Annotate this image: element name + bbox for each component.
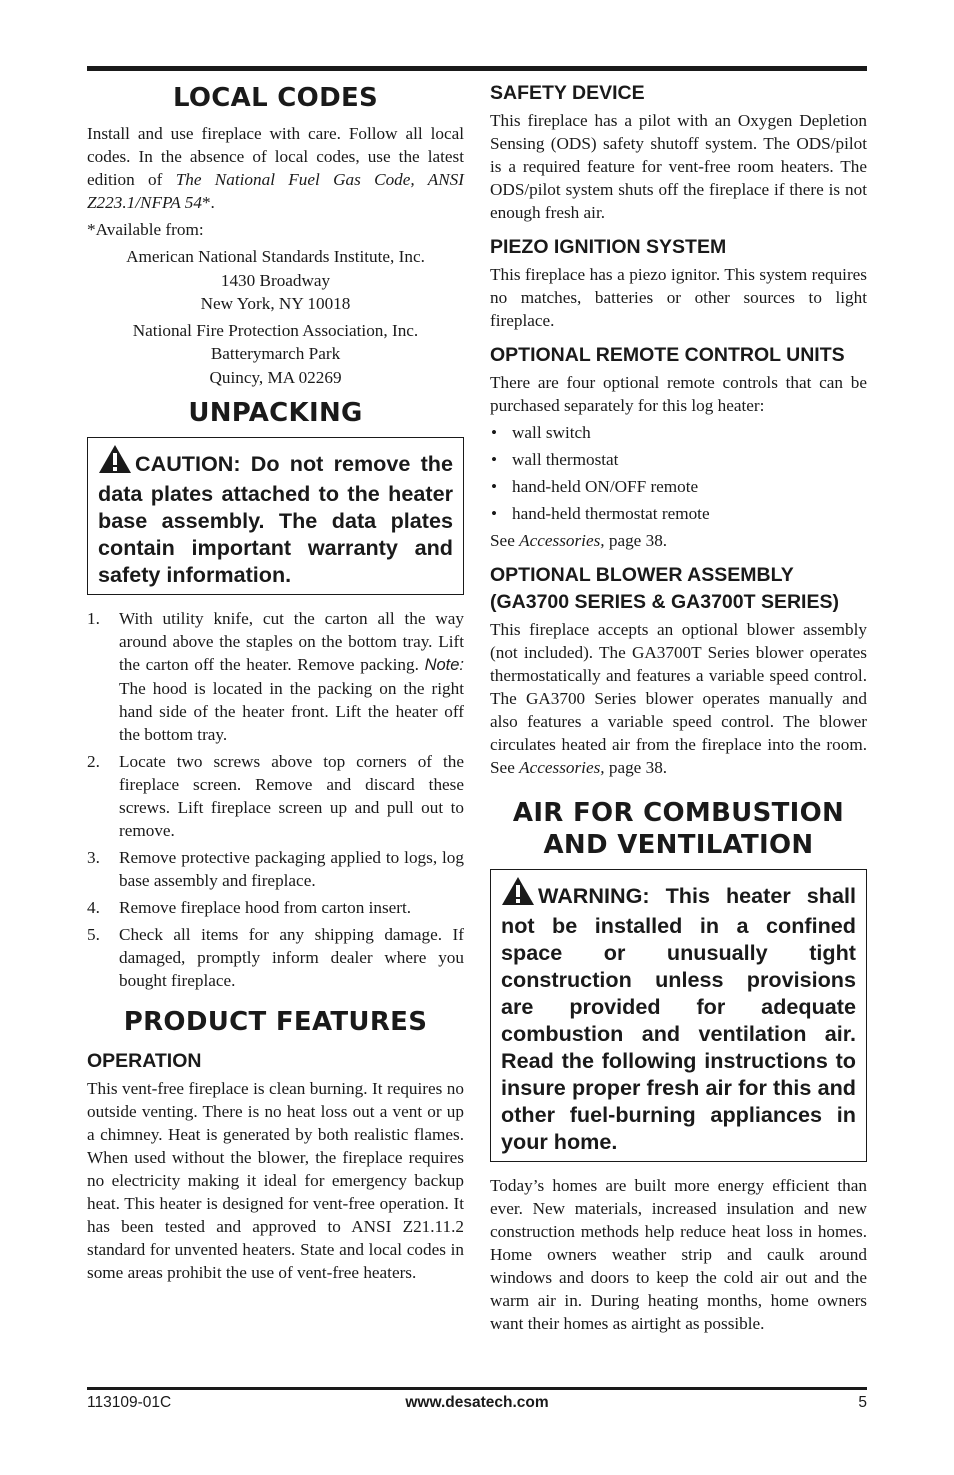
local-codes-text-end: *. [201, 193, 215, 212]
remote-intro: There are four optional remote controls that can be purchased separately for this log heater: [490, 373, 867, 415]
air-heading-line2: AND VENTILATION [543, 830, 814, 860]
list-item [87, 846, 464, 892]
warning-triangle-icon [98, 444, 132, 480]
list-item: • wall switch [490, 421, 867, 444]
bottom-rule [87, 1387, 867, 1390]
see-suffix: page 38. [604, 531, 668, 550]
list-item [87, 750, 464, 842]
blower-heading: OPTIONAL BLOWER ASSEMBLY (GA3700 SERIES & GA3700T SERIES) [490, 564, 839, 613]
air-text: Today’s homes are built more energy efficient than ever. New materials, increased insulation and new construction methods help reduce heat loss in homes. Home owners weather strip and caulk around windows and doors to keep the cold air out and the warm air in. During heating months, home owners want their homes as airtight as possible. [490, 1176, 867, 1333]
step-number: 5. [87, 925, 100, 944]
address-line: American National Standards Institute, Inc. [126, 247, 425, 266]
step-text: Remove fireplace hood from carton insert. [119, 898, 412, 917]
footer-page-number: 5 [858, 1394, 867, 1411]
operation-text: This vent-free fireplace is clean burning. It requires no outside venting. There is no heat loss out a vent or up a chimney. Heat is generated by both realistic flames. When used without the blower, the fireplace requires no electricity making it ideal for emergency backup heat. This heater is designed for vent-free operation. It has been tested and approved to ANSI Z21.11.2 standard for unvented heaters. State and local codes in some areas prohibit the use of vent-free heaters. [87, 1079, 464, 1282]
safety-device-heading: SAFETY DEVICE [490, 82, 645, 104]
step-text: Locate two screws above top corners of the fireplace screen. Remove and discard these screws. Lift fireplace screen up and pull out to remove. [119, 752, 464, 840]
air-heading-line1: AIR FOR COMBUSTION [512, 798, 845, 828]
step-number: 1. [87, 609, 100, 628]
piezo-text: This fireplace has a piezo ignitor. This system requires no matches, batteries or other sources to light fireplace. [490, 265, 867, 330]
address-line: 1430 Broadway [220, 270, 331, 290]
address-line: National Fire Protection Association, Inc. [132, 320, 419, 340]
address-line: New York, NY 10018 [200, 294, 351, 313]
footer-website[interactable]: www.desatech.com [405, 1394, 549, 1411]
product-features-heading: PRODUCT FEATURES [123, 1007, 428, 1037]
nfpa-address [87, 319, 464, 390]
note-label: Note: [424, 656, 464, 674]
accessories-reference: Accessories, [519, 531, 605, 550]
available-from: *Available from: [87, 220, 204, 239]
blower-paragraph [490, 618, 867, 779]
footer-doc-number: 113109-01C [87, 1394, 172, 1411]
local-codes-paragraph [87, 122, 464, 214]
list-item [87, 607, 464, 746]
caution-box [87, 437, 464, 595]
safety-device-text: This fireplace has a pilot with an Oxygen Depletion Sensing (ODS) safety shutoff system. The ODS/pilot is a required feature for vent-free room heaters. The ODS/pilot system shuts off the fireplace if there is not enough fresh air. [490, 111, 867, 222]
see-suffix: page 38. [604, 758, 668, 777]
piezo-heading: PIEZO IGNITION SYSTEM [490, 236, 727, 258]
warning-box [490, 869, 867, 1162]
step-text: Check all items for any shipping damage. If damaged, promptly inform dealer where you bought fireplace. [119, 925, 464, 990]
caution-text: CAUTION: Do not remove the data plates attached to the heater base assembly. The data plates contain important warranty and safety information. [98, 451, 453, 587]
step-number: 3. [87, 848, 100, 867]
local-codes-text: Install and use fireplace with care. Follow all local codes. In the absence of local codes, use the latest edition of [87, 124, 464, 189]
left-column [87, 78, 464, 1288]
local-codes-heading: LOCAL CODES [172, 83, 379, 113]
warning-text: WARNING: This heater shall not be installed in a confined space or unusually tight construction unless provisions are provided for adequate combustion and ventilation air. Read the following instructions to insure proper fresh air for this and other fuel-burning appliances in your home. [501, 883, 856, 1154]
right-column [490, 78, 867, 1339]
fuel-gas-code-title: The National Fuel Gas Code, ANSI Z223.1/NFPA 54 [87, 170, 464, 212]
list-item [87, 896, 464, 919]
warning-triangle-icon [501, 876, 535, 912]
list-item: • hand-held thermostat remote [490, 502, 867, 525]
list-item: • hand-held ON/OFF remote [490, 475, 867, 498]
top-rule [87, 66, 867, 71]
unpacking-heading: UNPACKING [188, 398, 363, 428]
list-item [87, 923, 464, 992]
step-number: 4. [87, 898, 100, 917]
see-prefix: See [490, 531, 520, 550]
remote-heading: OPTIONAL REMOTE CONTROL UNITS [490, 344, 845, 366]
step-text: Remove protective packaging applied to logs, log base assembly and fireplace. [119, 848, 464, 890]
note-text: The hood is located in the packing on the right hand side of the heater front. Lift the heater off the bottom tray. [119, 679, 464, 744]
remote-see-accessories [490, 529, 867, 552]
address-line: Quincy, MA 02269 [209, 367, 342, 387]
list-item: • wall thermostat [490, 448, 867, 471]
step-number: 2. [87, 752, 100, 771]
unpacking-steps [87, 607, 464, 992]
address-line: Batterymarch Park [210, 344, 341, 363]
ansi-address [87, 245, 464, 316]
blower-text: This fireplace accepts an optional blower assembly (not included). The GA3700T Series blower operates thermostatically and features a variable speed control. The GA3700 Series blower operates manually and also features a variable speed control. The blower circulates heated air from the fireplace into the room. See [490, 620, 867, 777]
step-text: With utility knife, cut the carton all the way around above the staples on the bottom tray. Lift the carton off the heater. Remove packing. [119, 609, 464, 674]
accessories-reference: Accessories, [519, 758, 605, 777]
operation-heading: OPERATION [87, 1050, 202, 1072]
remote-list [490, 421, 867, 525]
